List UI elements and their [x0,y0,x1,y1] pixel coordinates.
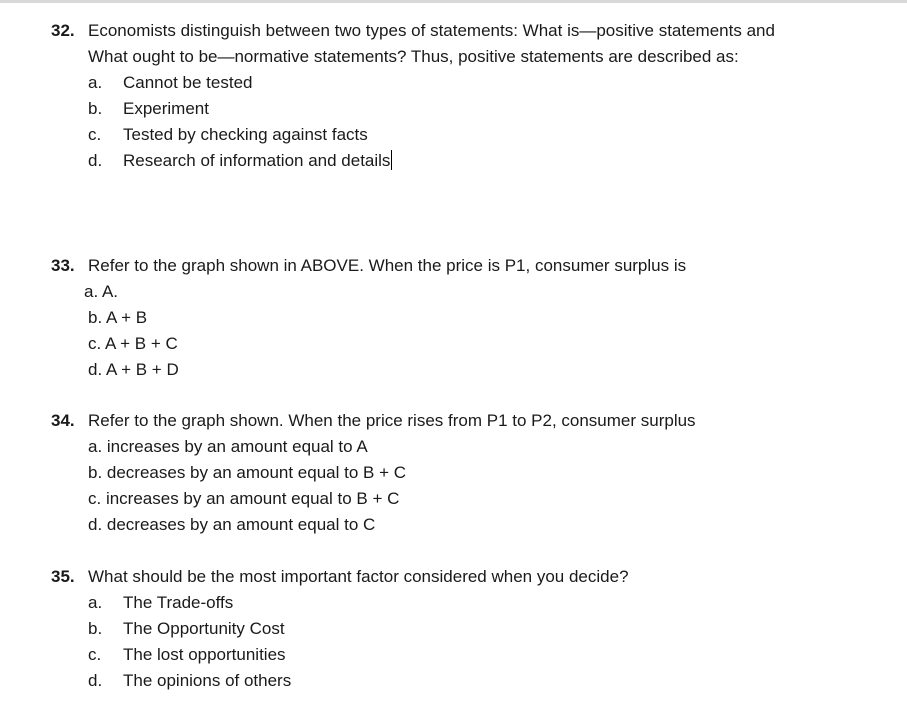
option-text[interactable]: Experiment [123,99,209,118]
option-letter: a. [88,593,103,612]
question-number: 35. [51,567,75,586]
option-text[interactable]: a. increases by an amount equal to A [88,437,368,456]
question-stem-line[interactable]: Refer to the graph shown in ABOVE. When the price is P1, consumer surplus is [88,256,687,275]
question-number: 34. [51,411,75,430]
option-text[interactable]: c. increases by an amount equal to B + C [88,489,400,508]
option-text[interactable]: Tested by checking against facts [123,125,368,144]
option-letter: c. [88,125,102,144]
option-text[interactable]: The Trade-offs [123,593,234,612]
option-letter: c. [88,645,102,664]
option-text[interactable]: d. decreases by an amount equal to C [88,515,376,534]
option-text[interactable]: The lost opportunities [123,645,286,664]
question-number: 33. [51,256,75,275]
option-letter: b. [88,99,103,118]
question-stem-line[interactable]: What ought to be—normative statements? Thus, positive statements are described as: [88,47,739,66]
question-stem-line[interactable]: Economists distinguish between two types of statements: What is—positive statements and [88,21,775,40]
option-text[interactable]: b. A + B [88,308,148,327]
top-rule [0,0,907,3]
question-stem-line[interactable]: What should be the most important factor considered when you decide? [88,567,629,586]
option-letter: d. [88,151,103,170]
option-text[interactable]: c. A + B + C [88,334,178,353]
option-text[interactable]: a. A. [84,282,119,301]
option-text[interactable]: b. decreases by an amount equal to B + C [88,463,407,482]
option-text[interactable]: Research of information and details [123,151,391,170]
option-letter: b. [88,619,103,638]
option-text[interactable]: Cannot be tested [123,73,253,92]
option-letter: d. [88,671,103,690]
option-text[interactable]: The Opportunity Cost [123,619,285,638]
option-text-with-cursor[interactable] [123,150,392,172]
question-number: 32. [51,21,75,40]
option-text[interactable]: The opinions of others [123,671,292,690]
option-text[interactable]: d. A + B + D [88,360,179,379]
question-stem-line[interactable]: Refer to the graph shown. When the price rises from P1 to P2, consumer surplus [88,411,696,430]
option-letter: a. [88,73,103,92]
text-cursor [391,150,392,170]
